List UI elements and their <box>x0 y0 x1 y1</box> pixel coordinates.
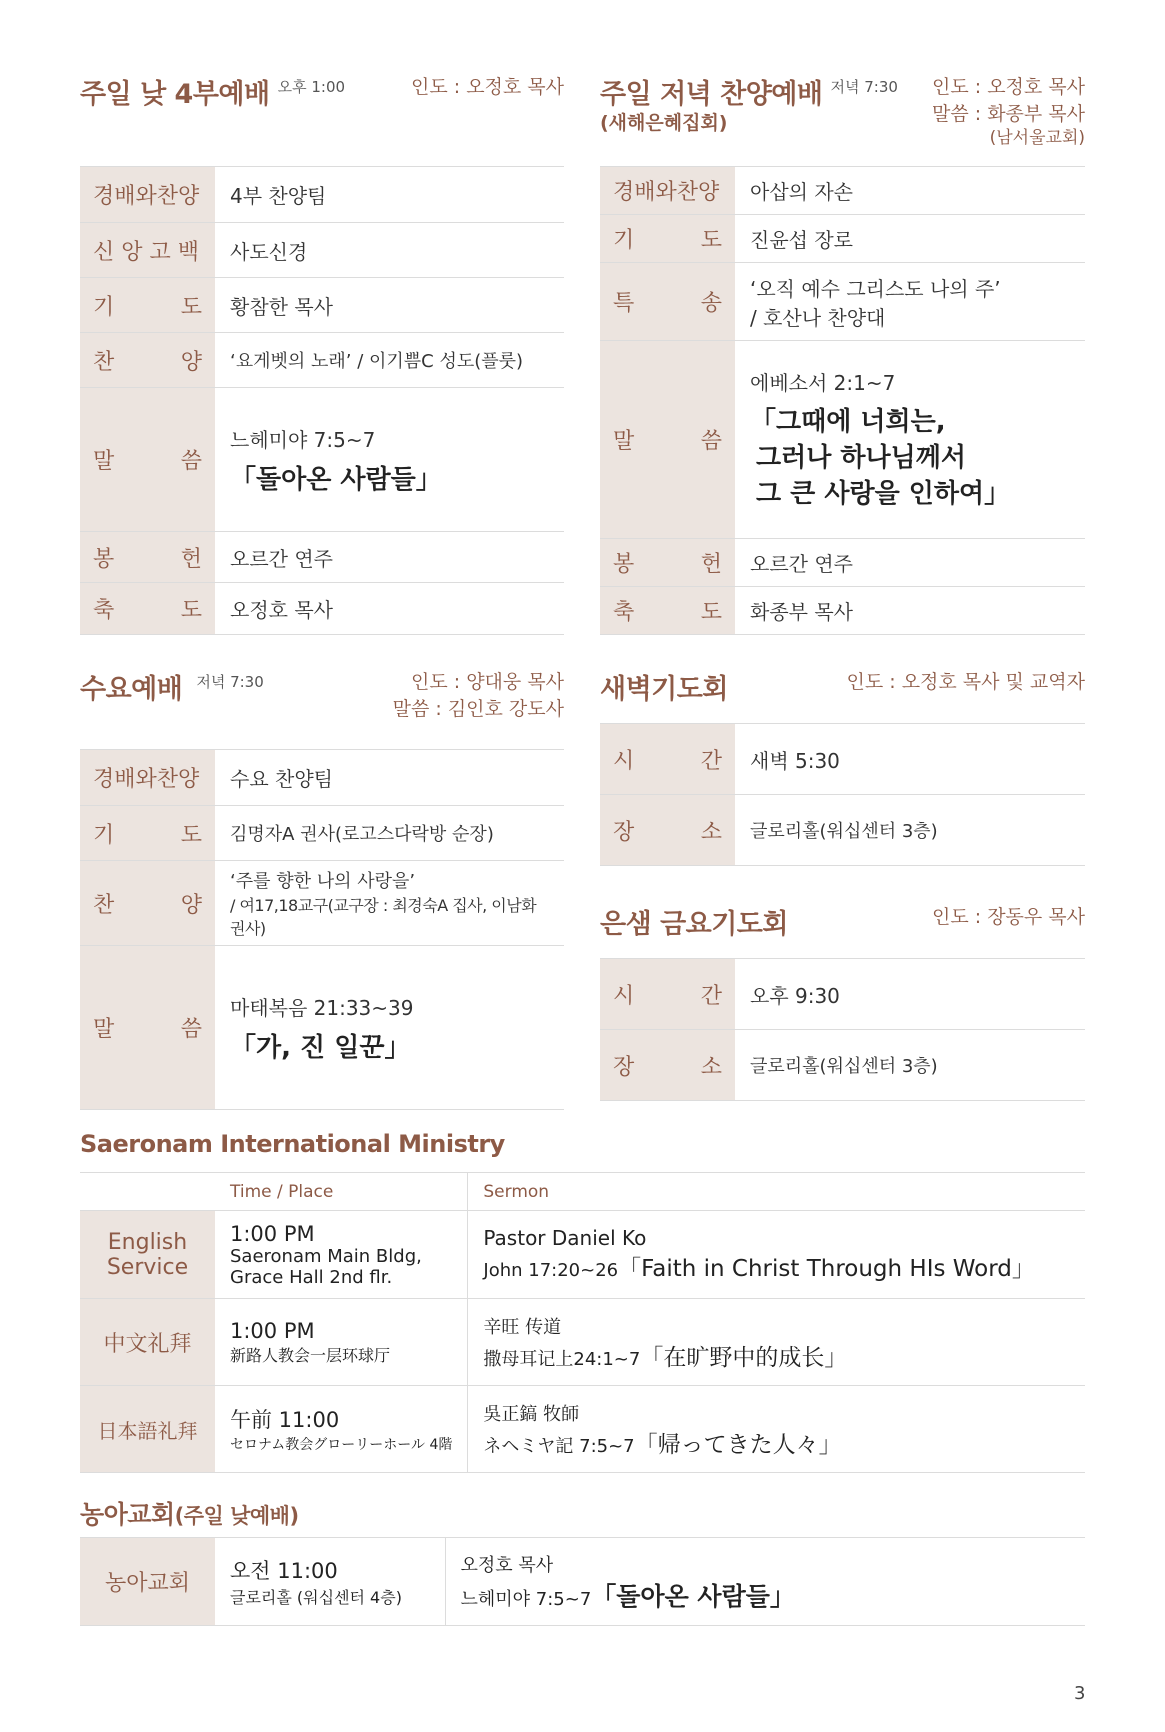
preacher-text: 말씀 : 김인호 강도사 <box>392 698 564 720</box>
deaf-church-table <box>80 1537 1085 1626</box>
title-text: 주일 낮 4부예배 <box>80 79 270 110</box>
time-place-cell <box>215 1211 468 1299</box>
scripture-ref: 느헤미야 7:5~7 <box>230 427 376 452</box>
row-label: 신 앙 고 백 <box>80 223 215 278</box>
leader-info <box>411 74 564 101</box>
table-row <box>600 341 1085 539</box>
row-value: 오후 9:30 <box>735 959 1085 1030</box>
row-label: 말 씀 <box>80 388 215 532</box>
row-label: 경배와찬양 <box>80 750 215 806</box>
sunday-4th-service <box>80 72 564 640</box>
service-time: 저녁 7:30 <box>196 673 264 691</box>
page-number: 3 <box>1074 1683 1086 1704</box>
table-row <box>80 861 564 946</box>
row-label: 경배와찬양 <box>80 167 215 223</box>
wednesday-service <box>80 667 564 1107</box>
section-title: 새벽기도회 <box>600 674 728 705</box>
service-place: Saeronam Main Bldg, <box>230 1245 422 1267</box>
service-place: 글로리홀 (워십센터 4층) <box>230 1588 402 1607</box>
sermon-title: 「在旷野中的成长」 <box>640 1344 848 1371</box>
table-row <box>80 1538 1085 1626</box>
sermon-cell <box>468 1211 1085 1299</box>
table-row <box>80 1299 1085 1386</box>
table-row <box>80 388 564 532</box>
sermon-cell <box>468 1299 1085 1386</box>
row-label: 경배와찬양 <box>600 167 735 215</box>
table-row <box>600 959 1085 1030</box>
table-row <box>80 806 564 861</box>
table-row <box>600 724 1085 795</box>
table-row <box>600 795 1085 866</box>
service-place: セロナム教会グローリーホール 4階 <box>230 1437 453 1453</box>
row-label: 장 소 <box>600 1030 735 1101</box>
sermon-cell <box>468 1386 1085 1473</box>
row-label: 장 소 <box>600 795 735 866</box>
leader-text: 인도 : 오정호 목사 및 교역자 <box>846 671 1085 693</box>
leader-info <box>932 74 1085 148</box>
row-label: 시 간 <box>600 724 735 795</box>
table-row <box>80 278 564 333</box>
row-value: 오정호 목사 <box>215 583 564 635</box>
header-time-place: Time / Place <box>215 1173 468 1211</box>
service-order-table <box>80 749 564 1110</box>
table-row <box>600 1030 1085 1101</box>
row-value: 글로리홀(워십센터 3층) <box>735 795 1085 866</box>
row-label: 말 씀 <box>80 946 215 1110</box>
leader-text: 인도 : 양대웅 목사 <box>411 671 564 693</box>
time-place-cell <box>215 1538 445 1626</box>
row-value: ‘주를 향한 나의 사랑을’ / 여17,18교구(교구장 : 최경숙A 집사, 이남화 권사) <box>215 861 564 946</box>
leader-info <box>932 904 1085 931</box>
scripture-ref: 撒母耳记上24:1~7 <box>483 1348 641 1370</box>
service-time: 오전 11:00 <box>230 1559 338 1583</box>
row-label: 시 간 <box>600 959 735 1030</box>
service-time: 午前 11:00 <box>230 1408 340 1432</box>
table-row <box>80 946 564 1110</box>
row-value: 김명자A 권사(로고스다락방 순장) <box>215 806 564 861</box>
row-label: 농아교회 <box>80 1538 215 1626</box>
row-label: 축 도 <box>80 583 215 635</box>
service-place: Grace Hall 2nd flr. <box>230 1266 393 1288</box>
section-title: Saeronam International Ministry <box>80 1130 505 1158</box>
row-label: 특 송 <box>600 263 735 341</box>
sermon-cell <box>215 388 564 532</box>
table-row <box>600 167 1085 215</box>
service-place: 新路人教会一层环球厅 <box>230 1345 391 1365</box>
row-label: 봉 헌 <box>600 539 735 587</box>
row-label: 기 도 <box>80 278 215 333</box>
preacher-church: (남서울교회) <box>989 128 1085 148</box>
sermon-title: 그 큰 사랑을 인하여」 <box>756 479 1011 509</box>
scripture-ref: 마태복음 21:33~39 <box>230 995 414 1020</box>
title-text: 주일 저녁 찬양예배 <box>600 79 823 110</box>
row-label: 中文礼拜 <box>80 1299 215 1386</box>
time-place-cell <box>215 1386 468 1473</box>
section-title <box>80 1495 299 1531</box>
leader-info <box>393 669 564 723</box>
title-suffix: (주일 낮예배) <box>174 1504 299 1528</box>
table-row <box>600 587 1085 635</box>
table-row <box>80 223 564 278</box>
table-row <box>600 539 1085 587</box>
service-order-table <box>80 166 564 635</box>
row-value: 사도신경 <box>215 223 564 278</box>
service-order-table <box>600 958 1085 1101</box>
row-value: 황참한 목사 <box>215 278 564 333</box>
section-title: 은샘 금요기도회 <box>600 909 788 940</box>
preacher: 吳正鎬 牧師 <box>483 1403 580 1425</box>
sunday-evening-service <box>600 72 1085 640</box>
row-value: 화종부 목사 <box>735 587 1085 635</box>
header-sermon: Sermon <box>468 1173 1085 1211</box>
table-header-row <box>80 1173 1085 1211</box>
sermon-title: 「돌아온 사람들」 <box>591 1581 795 1611</box>
preacher-text: 말씀 : 화종부 목사 <box>932 103 1085 125</box>
preacher: 오정호 목사 <box>460 1554 554 1576</box>
row-value: 진윤섭 장로 <box>735 215 1085 263</box>
row-label: English Service <box>80 1211 215 1299</box>
scripture-ref: 에베소서 2:1~7 <box>750 371 896 395</box>
row-value: 수요 찬양팀 <box>215 750 564 806</box>
sermon-cell <box>445 1538 1085 1626</box>
sermon-title: 그러나 하나님께서 <box>756 443 966 473</box>
leader-text: 인도 : 장동우 목사 <box>932 906 1085 928</box>
row-label: 말 씀 <box>600 341 735 539</box>
leader-text: 인도 : 오정호 목사 <box>411 76 564 98</box>
international-table <box>80 1172 1085 1473</box>
dawn-prayer <box>600 667 1085 867</box>
row-label: 日本語礼拜 <box>80 1386 215 1473</box>
row-value: 글로리홀(워십센터 3층) <box>735 1030 1085 1101</box>
scripture-ref: ネヘミヤ記 7:5~7 <box>483 1435 635 1457</box>
row-value: ‘요게벳의 노래’ / 이기쁨C 성도(플룻) <box>215 333 564 388</box>
table-row <box>80 333 564 388</box>
row-label: 찬 양 <box>80 333 215 388</box>
scripture-ref: John 17:20~26 <box>483 1260 619 1281</box>
header-blank <box>80 1173 215 1211</box>
service-order-table <box>600 723 1085 866</box>
sermon-cell <box>215 946 564 1110</box>
leader-text: 인도 : 오정호 목사 <box>932 76 1085 98</box>
friday-prayer <box>600 902 1085 1102</box>
time-place-cell <box>215 1299 468 1386</box>
title-text: 수요예배 <box>80 674 183 705</box>
international-ministry <box>80 1130 1085 1475</box>
sermon-title: 「Faith in Christ Through HIs Word」 <box>618 1256 1035 1282</box>
section-title <box>80 72 345 111</box>
table-row <box>80 583 564 635</box>
scripture-ref: 느헤미야 7:5~7 <box>460 1588 592 1610</box>
section-title <box>600 72 898 111</box>
table-row <box>80 532 564 583</box>
deaf-church <box>80 1495 1085 1625</box>
section-subtitle: (새해은혜집회) <box>600 112 728 134</box>
service-time: 1:00 PM <box>230 1318 315 1343</box>
row-label: 기 도 <box>80 806 215 861</box>
row-label: 기 도 <box>600 215 735 263</box>
sermon-title: 「帰ってきた人々」 <box>634 1431 842 1458</box>
row-label: 축 도 <box>600 587 735 635</box>
service-time: 1:00 PM <box>230 1221 315 1246</box>
row-value: 4부 찬양팀 <box>215 167 564 223</box>
row-value: 오르간 연주 <box>215 532 564 583</box>
service-time: 오후 1:00 <box>277 78 346 96</box>
row-label: 봉 헌 <box>80 532 215 583</box>
title-text: 농아교회 <box>80 1500 175 1529</box>
row-value: 오르간 연주 <box>735 539 1085 587</box>
table-row <box>80 167 564 223</box>
sermon-title: 「그때에 너희는, <box>750 407 946 437</box>
row-label: 찬 양 <box>80 861 215 946</box>
sermon-title: 「돌아온 사람들」 <box>230 464 442 495</box>
sermon-title: 「가, 진 일꾼」 <box>230 1032 411 1063</box>
service-time: 저녁 7:30 <box>830 78 898 96</box>
table-row <box>600 215 1085 263</box>
leader-info <box>847 669 1086 696</box>
preacher: 辛旺 传道 <box>483 1316 562 1338</box>
row-value: 아삽의 자손 <box>735 167 1085 215</box>
table-row <box>80 750 564 806</box>
service-order-table <box>600 166 1085 635</box>
table-row <box>80 1386 1085 1473</box>
row-value: ‘오직 예수 그리스도 나의 주’ / 호산나 찬양대 <box>735 263 1085 341</box>
row-value: 새벽 5:30 <box>735 724 1085 795</box>
sermon-cell <box>735 341 1085 539</box>
section-title <box>80 667 264 706</box>
preacher: Pastor Daniel Ko <box>483 1226 647 1250</box>
table-row <box>600 263 1085 341</box>
table-row <box>80 1211 1085 1299</box>
